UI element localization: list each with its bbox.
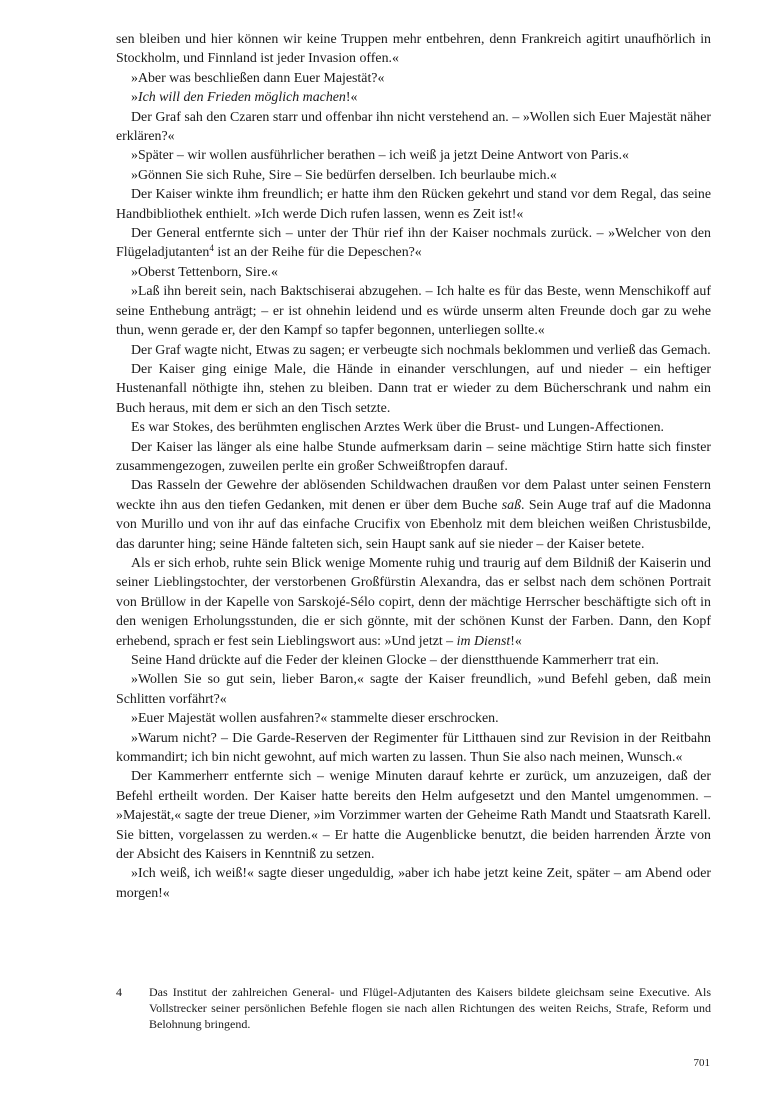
text-segment: »Wollen Sie so gut sein, lieber Baron,« sagte der Kaiser freundlich, »und Befehl geben, daß mein Schlitten vorfährt?« — [116, 672, 711, 707]
paragraph — [116, 360, 711, 418]
main-text — [116, 30, 711, 903]
paragraph — [116, 146, 711, 165]
footnote-row — [116, 984, 711, 1033]
paragraph — [116, 185, 711, 224]
paragraph — [116, 341, 711, 360]
footnote-number: 4 — [116, 985, 122, 999]
text-segment: sen bleiben und hier können wir keine Truppen mehr entbehren, denn Frankreich agitirt unaufhörlich in Stockholm, und Finnland ist jeder Invasion offen.« — [116, 32, 711, 67]
paragraph — [116, 224, 711, 263]
text-segment: »Gönnen Sie sich Ruhe, Sire – Sie bedürfen derselben. Ich beurlaube mich.« — [131, 167, 557, 183]
paragraph — [116, 166, 711, 185]
text-segment: Ich will den Frieden möglich machen — [137, 90, 346, 106]
footnote — [116, 984, 711, 1033]
text-segment: Seine Hand drückte auf die Feder der kleinen Glocke – der dienstthuende Kammerherr trat ein. — [131, 653, 660, 668]
text-segment: !« — [510, 633, 522, 649]
page-number: 701 — [693, 1057, 710, 1069]
text-segment: »Später – wir wollen ausführlicher berathen – ich weiß ja jetzt Deine Antwort von Paris.« — [131, 148, 629, 164]
text-segment: Das Rasseln der Gewehre der ablösenden Schildwachen draußen vor dem Palast unter seinen Fenstern weckte ihn aus den tiefen Gedanken, mit denen er über dem Buche — [116, 478, 711, 513]
paragraph — [116, 670, 711, 709]
paragraph — [116, 108, 711, 147]
text-segment: »Warum nicht? – Die Garde-Reserven der Regimenter für Litthauen sind zur Revision in der Reitbahn kommandirt; ich bin nicht gewohnt, auf mich warten zu lassen. Thun Sie also nach meinen, Wunsch.« — [116, 730, 711, 766]
text-segment: »Laß ihn bereit sein, nach Baktschiserai abzugehen. – Ich halte es für das Beste, wenn Menschikoff auf seine Enthebung anträgt; – er ist ohnehin leidend und es würde unserm alten Freunde doch gar zu wehe thun, wenn gerade er, der den Kampf so tapfer begonnen, unterliegen sollte.« — [116, 284, 711, 339]
paragraph — [116, 554, 711, 651]
paragraph — [116, 88, 711, 107]
paragraph — [116, 30, 711, 69]
text-segment: im Dienst — [456, 633, 511, 649]
paragraph — [116, 709, 711, 728]
paragraph — [116, 767, 711, 864]
paragraph — [116, 476, 711, 554]
paragraph — [116, 864, 711, 903]
footnote-marker: 4 — [209, 243, 214, 254]
paragraph — [116, 69, 711, 88]
text-segment: »Oberst Tettenborn, Sire.« — [131, 264, 278, 280]
paragraph — [116, 729, 711, 768]
text-segment: »Aber was beschließen dann Euer Majestät?« — [131, 70, 385, 86]
text-segment: Der Kaiser las länger als eine halbe Stunde aufmerksam darin – seine mächtige Stirn hatte sich finster zusammengezogen, zuweilen perlte ein großer Schweißtropfen darauf. — [116, 439, 711, 474]
text-segment: saß — [501, 497, 522, 513]
text-segment: Der Graf wagte nicht, Etwas zu sagen; er verbeugte sich nochmals beklommen und verließ das Gemach. — [131, 342, 711, 358]
text-segment: Der General entfernte sich – unter der Thür rief ihn der Kaiser nochmals zurück. – »Welcher von den Flügeladjutanten — [116, 226, 711, 261]
text-segment: Der Kaiser winkte ihm freundlich; er hatte ihm den Rücken gekehrt und stand vor dem Regal, das seine Handbibliothek enthielt. »Ich werde Dich rufen lassen, wenn es Zeit ist!« — [116, 187, 711, 222]
text-segment: » — [131, 90, 138, 106]
paragraph — [116, 418, 711, 437]
footnote-text: Das Institut der zahlreichen General- und Flügel-Adjutanten des Kaisers bildete gleichsam seine Executive. Als Vollstrecker seiner persönlichen Befehle flogen sie nach allen Richtungen des weiten Reichs, Strafe, Reform und Belohnung bringend. — [149, 985, 711, 1032]
text-segment: . Sein Auge traf auf die Madonna von Murillo und von ihr auf das einfache Crucifix von Ebenholz mit dem bleichen weißen Christusbilde, das darunter hing; seine Hände falteten sich, sein Haupt sank auf sie nieder – der Kaiser betete. — [116, 497, 711, 552]
paragraph — [116, 651, 711, 670]
text-segment: Der Kammerherr entfernte sich – wenige Minuten darauf kehrte er zurück, um anzuzeigen, daß der Befehl ertheilt worden. Der Kaiser hatte bereits den Helm aufgesetzt und den Mantel umgenommen. – »Majestät,« sagte der treue Diener, »im Vorzimmer warten der Geheime Rath Mandt und Staatsrath Karell. Sie bitten, vorgelassen zu werden.« – Er hatte die Augenblicke benutzt, die beiden harrenden Ärzte von der Absicht des Kaisers in Kenntniß zu setzen. — [116, 769, 711, 863]
text-segment: !« — [345, 90, 358, 106]
text-segment: »Ich weiß, ich weiß!« sagte dieser ungeduldig, »aber ich habe jetzt keine Zeit, später – am Abend oder morgen!« — [116, 866, 711, 901]
text-segment: ist an der Reihe für die Depeschen?« — [213, 245, 422, 261]
paragraph — [116, 263, 711, 282]
text-segment: Als er sich erhob, ruhte sein Blick wenige Momente ruhig und traurig auf dem Bildniß der Kaiserin und seiner Lieblingstochter, der verstorbenen Großfürstin Alexandra, das er selbst nach dem schönen Portrait von Brüllow in der Kapelle von Sarskojé-Sélo copirt, denn der mächtige Herrscher beschäftigte sich oft in den wenigen Erholungsstunden, die er sich gönnte, mit der schönen Kunst der Farben. Dann, den Kopf erhebend, sprach er fest sein Lieblingswort aus: »Und jetzt – — [116, 555, 711, 649]
paragraph — [116, 438, 711, 477]
text-segment: Der Kaiser ging einige Male, die Hände in einander verschlungen, auf und nieder – ein heftiger Hustenanfall nöthigte ihn, stehen zu bleiben. Dann trat er wieder zu dem Bücherschrank und nahm ein Buch heraus, mit dem er sich an den Tisch setzte. — [116, 361, 711, 416]
text-segment: Es war Stokes, des berühmten englischen Arztes Werk über die Brust- und Lungen-Affectionen. — [131, 420, 665, 436]
paragraph — [116, 282, 711, 340]
text-segment: Der Graf sah den Czaren starr und offenbar ihn nicht verstehend an. – »Wollen sich Euer Majestät näher erklären?« — [116, 109, 711, 145]
text-segment: »Euer Majestät wollen ausfahren?« stammelte dieser erschrocken. — [131, 711, 499, 727]
